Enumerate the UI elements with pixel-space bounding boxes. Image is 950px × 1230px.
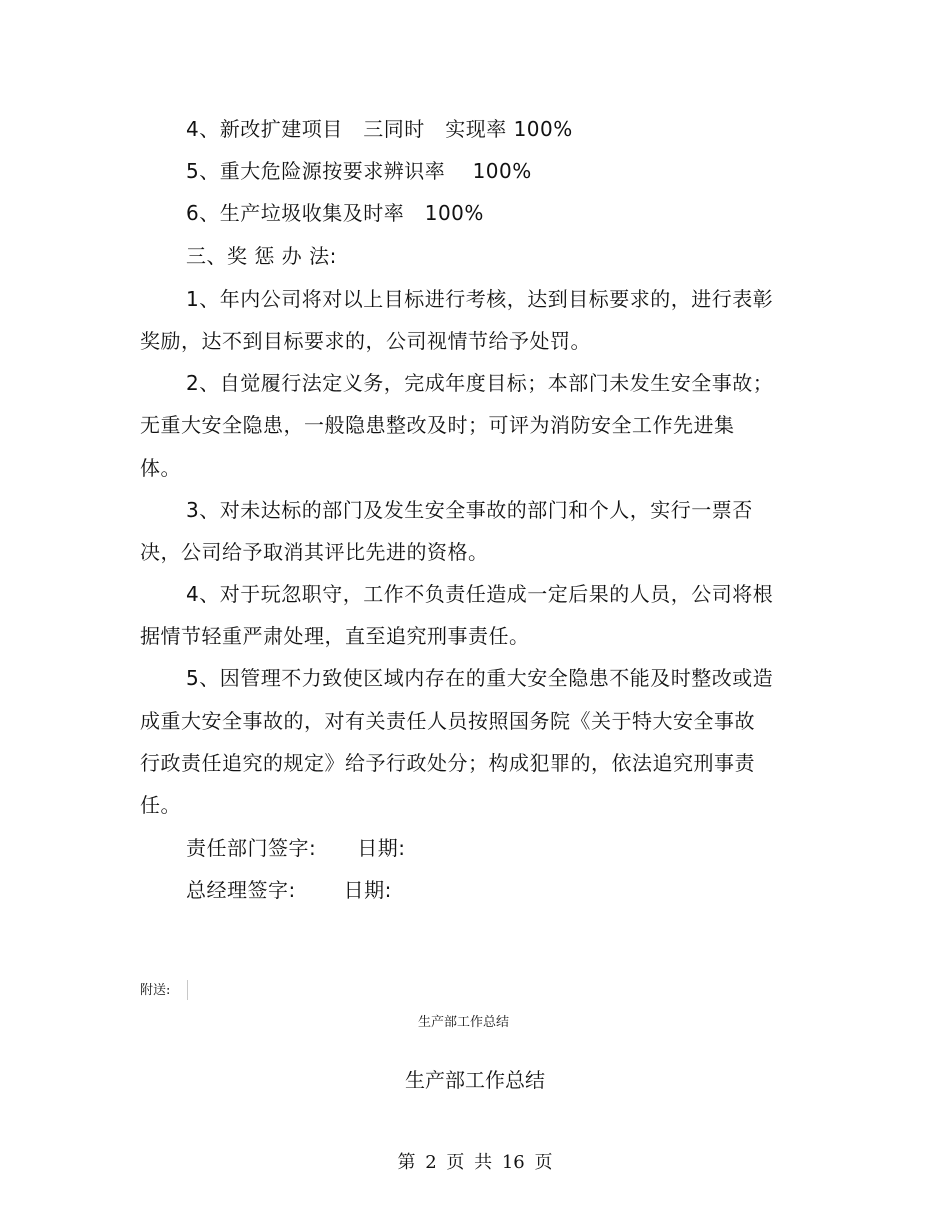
clause-line: 成重大安全事故的，对有关责任人员按照国务院《关于特大安全事故 [140, 709, 755, 733]
clause-line: 2、自觉履行法定义务，完成年度目标；本部门未发生安全事故； [186, 371, 774, 395]
clause-line: 奖励，达不到目标要求的，公司视情节给予处罚。 [140, 329, 591, 353]
clause-line: 3、对未达标的部门及发生安全事故的部门和个人，实行一票否 [186, 498, 753, 522]
target-item: 6、生产垃圾收集及时率 100% [186, 201, 484, 225]
page-number: 第 2 页 共 16 页 [397, 1152, 553, 1173]
cc-label: 附送: [140, 983, 171, 998]
clause-line: 行政责任追究的规定》给予行政处分；构成犯罪的，依法追究刑事责 [140, 751, 755, 775]
dept-signature-line: 责任部门签字: 日期: [186, 836, 406, 860]
target-item: 5、重大危险源按要求辨识率 100% [186, 159, 532, 183]
clause-line: 无重大安全隐患，一般隐患整改及时；可评为消防安全工作先进集 [140, 413, 735, 437]
clause-line: 据情节轻重严肃处理，直至追究刑事责任。 [140, 624, 530, 648]
clause-line: 5、因管理不力致使区域内存在的重大安全隐患不能及时整改或造 [186, 666, 774, 690]
clause-line: 4、对于玩忽职守，工作不负责任造成一定后果的人员，公司将根 [186, 582, 774, 606]
clause-line: 体。 [140, 456, 181, 480]
clause-line: 决，公司给予取消其评比先进的资格。 [140, 540, 489, 564]
clause-line: 任。 [140, 793, 181, 817]
small-title: 生产部工作总结 [418, 1015, 510, 1030]
target-item: 4、新改扩建项目 三同时 实现率 100% [186, 117, 573, 141]
gm-signature-line: 总经理签字: 日期: [186, 878, 392, 902]
page-title: 生产部工作总结 [405, 1068, 545, 1092]
clause-line: 1、年内公司将对以上目标进行考核，达到目标要求的，进行表彰 [186, 287, 774, 311]
cc-divider [187, 980, 188, 1000]
section-heading: 三、奖 惩 办 法: [186, 244, 337, 268]
